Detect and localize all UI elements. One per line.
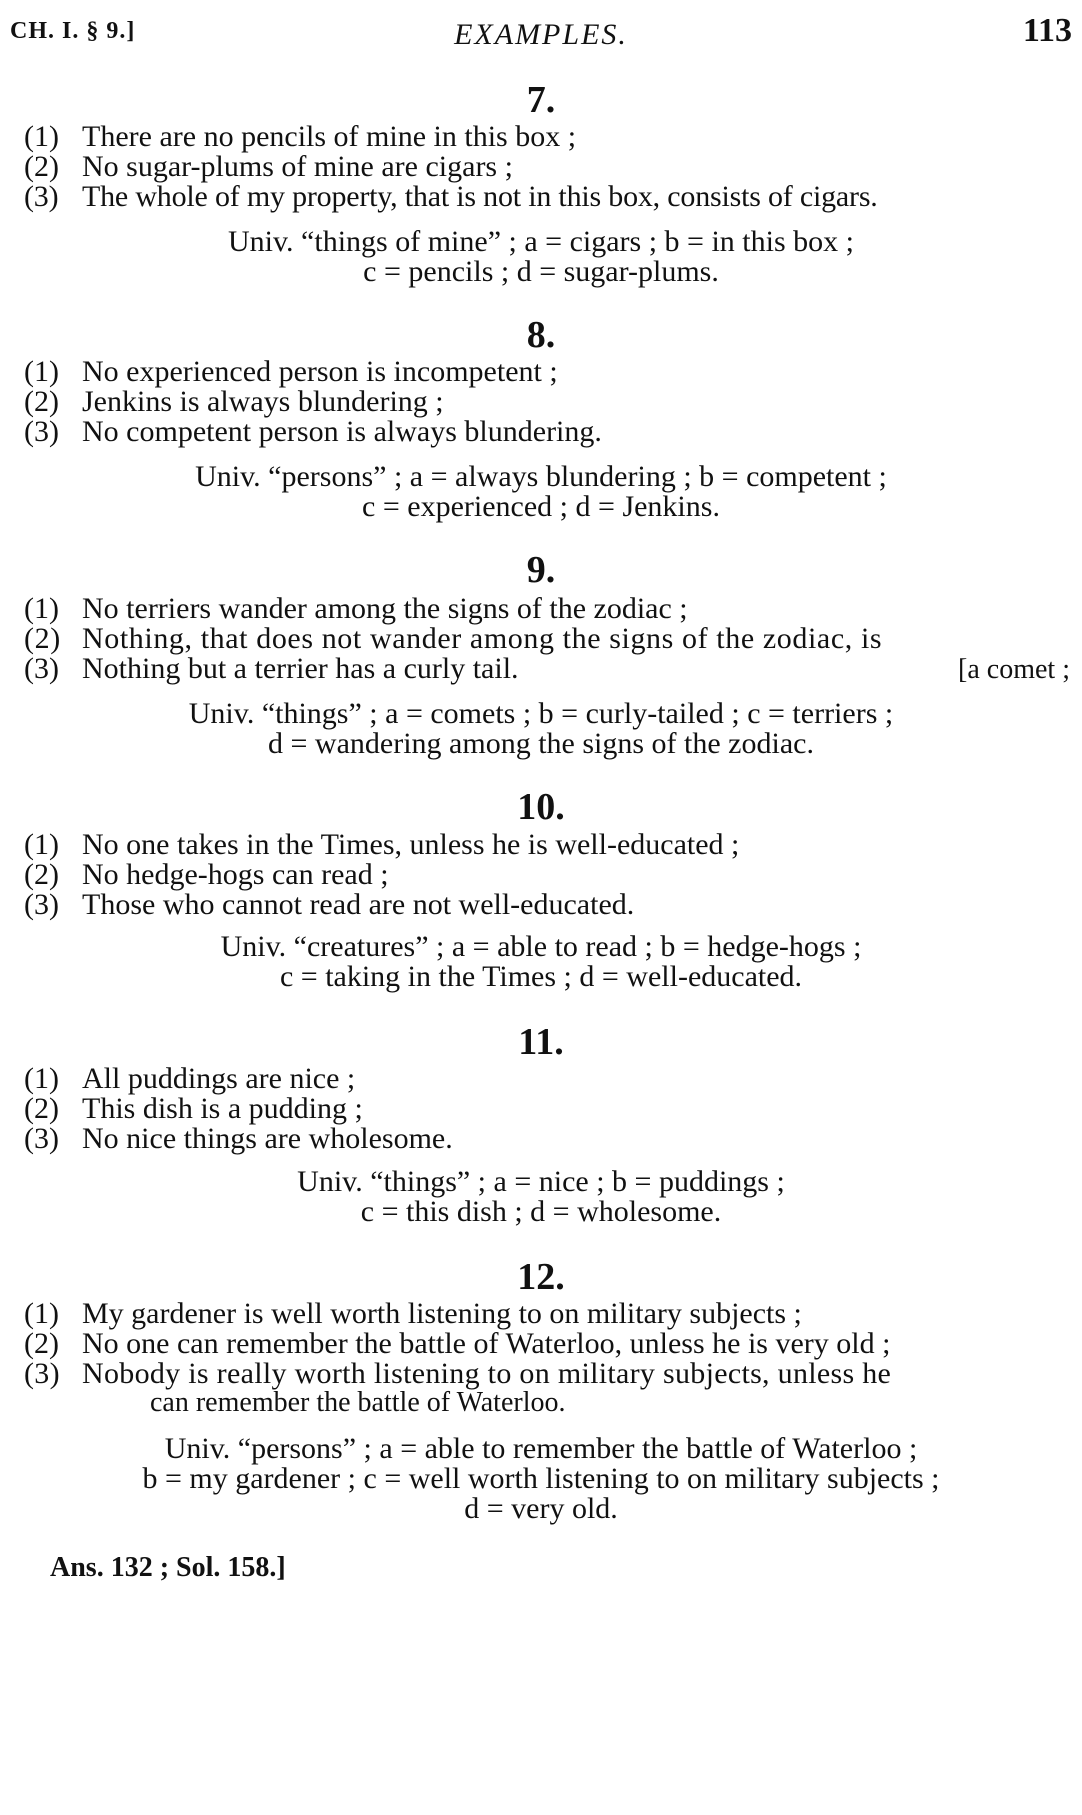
example-number: 8. — [526, 314, 556, 356]
universe-line-1: Univ. “persons” ; a = always blundering ; b = competent ; — [195, 460, 887, 493]
premise-continuation: can remember the battle of Waterloo. — [150, 1387, 566, 1418]
premise-3: (3) Nothing but a terrier has a curly tail. — [24, 652, 519, 685]
example-number: 10. — [517, 786, 565, 828]
example-number: 9. — [526, 549, 556, 591]
example-number: 7. — [526, 79, 556, 121]
universe-line-1: Univ. “things” ; a = nice ; b = puddings ; — [297, 1165, 785, 1198]
page-header — [0, 12, 1082, 52]
universe-line-2: c = taking in the Times ; d = well-educated. — [279, 960, 803, 993]
premise-1: (1) No terriers wander among the signs of the zodiac ; — [24, 592, 688, 625]
premise-2: (2) No hedge-hogs can read ; — [24, 858, 389, 891]
universe-line-1: Univ. “persons” ; a = able to remember the battle of Waterloo ; — [164, 1432, 918, 1465]
premise-3: (3) No nice things are wholesome. — [24, 1122, 453, 1155]
universe-line-1: Univ. “things” ; a = comets ; b = curly-tailed ; c = terriers ; — [188, 697, 894, 730]
premise-2: (2) Jenkins is always blundering ; — [24, 385, 444, 418]
page-number: 113 — [1022, 12, 1072, 49]
universe-line-1: Univ. “creatures” ; a = able to read ; b = hedge-hogs ; — [220, 930, 862, 963]
premise-3: (3) The whole of my property, that is not in this box, consists of cigars. — [24, 180, 878, 213]
example-number: 12. — [517, 1256, 565, 1298]
premise-2: (2) No sugar-plums of mine are cigars ; — [24, 150, 513, 183]
universe-line-2: c = experienced ; d = Jenkins. — [362, 490, 720, 523]
premise-2: (2) This dish is a pudding ; — [24, 1092, 363, 1125]
universe-line-2: b = my gardener ; c = well worth listening to on military subjects ; — [142, 1462, 940, 1495]
premise-3: (3) Nobody is really worth listening to on military subjects, unless he — [24, 1357, 892, 1390]
universe-line-3: d = very old. — [464, 1492, 618, 1525]
universe-line-2: d = wandering among the signs of the zodiac. — [268, 727, 814, 760]
example-number: 11. — [518, 1021, 564, 1063]
premise-1: (1) There are no pencils of mine in this box ; — [24, 120, 577, 153]
answer-reference: Ans. 132 ; Sol. 158.] — [50, 1552, 286, 1583]
universe-line-2: c = this dish ; d = wholesome. — [360, 1195, 722, 1228]
universe-line-1: Univ. “things of mine” ; a = cigars ; b = in this box ; — [228, 225, 854, 258]
premise-1: (1) No experienced person is incompetent ; — [24, 355, 558, 388]
premise-3: (3) Those who cannot read are not well-educated. — [24, 888, 635, 921]
running-title: EXAMPLES. — [454, 18, 628, 51]
premise-2: (2) No one can remember the battle of Waterloo, unless he is very old ; — [24, 1327, 891, 1360]
universe-line-2: c = pencils ; d = sugar-plums. — [363, 255, 719, 288]
premise-1: (1) No one takes in the Times, unless he is well-educated ; — [24, 828, 740, 861]
overflow-note: [a comet ; — [958, 654, 1070, 685]
chapter-reference: CH. I. § 9.] — [10, 18, 136, 44]
premise-1: (1) All puddings are nice ; — [24, 1062, 356, 1095]
premise-1: (1) My gardener is well worth listening to on military subjects ; — [24, 1297, 802, 1330]
premise-3: (3) No competent person is always blundering. — [24, 415, 602, 448]
premise-2: (2) Nothing, that does not wander among the signs of the zodiac, is — [24, 622, 883, 655]
